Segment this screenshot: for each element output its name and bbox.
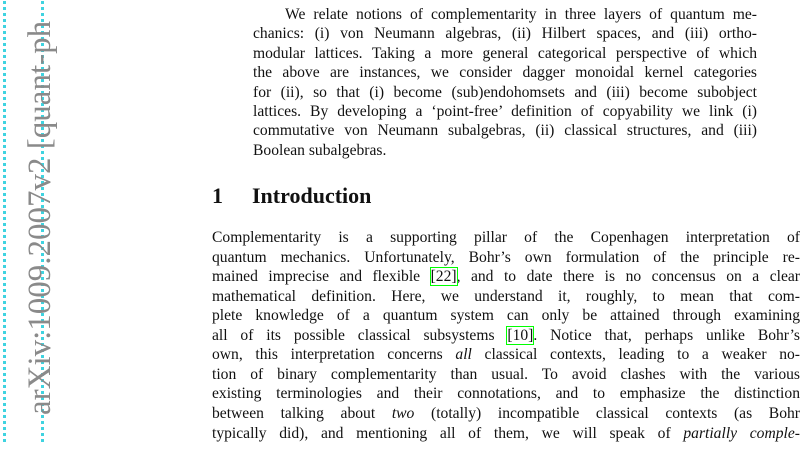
text-segment: typically did), and mentioning all of them, we will speak of <box>212 424 684 442</box>
text-segment: existing terminologies and their connotations, and to emphasize the distinction <box>212 385 800 403</box>
text-segment: for (ii), so that (i) become (sub)endohomsets and (iii) become subobject <box>253 83 757 101</box>
paragraph-line <box>212 345 800 364</box>
text-segment: between talking about <box>212 404 392 422</box>
text-segment: modular lattices. Taking a more general categorical perspective of which <box>253 44 757 62</box>
paragraph-line <box>212 404 800 423</box>
paragraph-line <box>212 228 800 247</box>
text-segment: all of its possible classical subsystems <box>212 326 508 344</box>
paragraph-line <box>212 267 800 286</box>
text-segment: lattices. By developing a ‘point-free’ definition of copyability we link (i) <box>253 103 757 120</box>
text-segment: tion of binary complementarity than usual. To avoid clashes with the various <box>212 365 800 383</box>
abstract-line <box>253 102 757 121</box>
arxiv-stamp: arXiv:1009.2007v2 [quant-ph <box>22 20 58 415</box>
text-segment: We relate notions of complementarity in three layers of quantum me- <box>285 6 757 23</box>
section-heading <box>212 183 371 209</box>
text-segment: chanics: (i) von Neumann algebras, (ii) Hilbert spaces, and (iii) ortho- <box>253 25 757 43</box>
text-segment: classical contexts, leading to a weaker no- <box>471 346 800 364</box>
paragraph-line <box>212 248 800 267</box>
emphasis-text: partially comple- <box>683 424 800 442</box>
emphasis-text: all <box>455 346 472 364</box>
emphasis-text: two <box>391 404 415 422</box>
section-title: Introduction <box>252 183 372 208</box>
paragraph-line <box>212 424 800 443</box>
text-segment: the above are instances, we consider dagger monoidal kernel categories <box>253 64 757 82</box>
text-segment: . Notice that, perhaps unlike Bohr’s <box>533 326 800 344</box>
text-segment: , and to date there is no concensus on a clear <box>456 268 800 286</box>
paragraph-line <box>212 384 800 403</box>
abstract-line <box>253 141 757 160</box>
abstract-line <box>253 121 757 140</box>
abstract-line <box>253 83 757 102</box>
paragraph-line <box>212 326 800 345</box>
text-segment: (totally) incompatible classical contexts (as Bohr <box>414 404 800 422</box>
text-segment: plete knowledge of a quantum system can only be attained through examining <box>212 307 800 325</box>
citation-link[interactable]: [22] <box>430 268 457 286</box>
text-segment: commutative von Neumann subalgebras, (ii) classical structures, and (iii) <box>253 122 757 140</box>
abstract-line <box>253 44 757 63</box>
paragraph-line <box>212 365 800 384</box>
text-segment: own, this interpretation concerns <box>212 346 456 364</box>
text-segment: quantum mechanics. Unfortunately, Bohr’s own formulation of the principle re- <box>212 248 800 266</box>
citation-link[interactable]: [10] <box>507 326 534 344</box>
text-segment: Boolean subalgebras. <box>253 141 387 159</box>
text-segment: Complementarity is a supporting pillar of the Copenhagen interpretation of <box>212 229 800 246</box>
paragraph-line <box>212 287 800 306</box>
abstract-line <box>253 24 757 43</box>
paragraph-line <box>212 306 800 325</box>
abstract-line <box>285 5 757 24</box>
abstract-line <box>253 63 757 82</box>
section-number: 1 <box>212 183 223 208</box>
text-segment: mathematical definition. Here, we understand it, roughly, to mean that com- <box>212 287 800 305</box>
text-segment: mained imprecise and flexible <box>212 268 431 286</box>
